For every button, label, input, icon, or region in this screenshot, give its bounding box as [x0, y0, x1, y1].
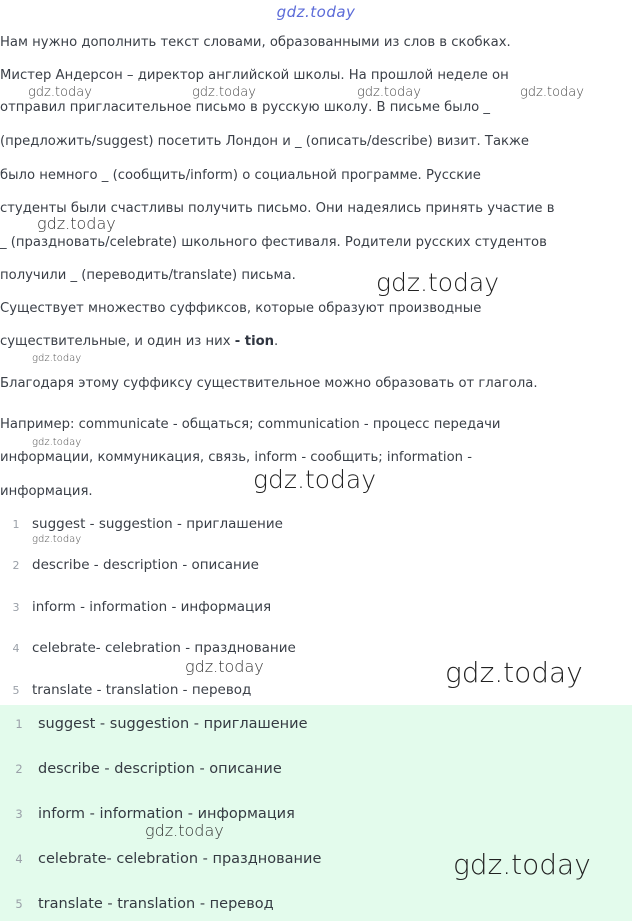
noun-paragraph: [0, 376, 632, 392]
watermark: gdz.today: [37, 214, 116, 233]
story-line: студенты были счастливы получить письмо. Они надеялись принять участие в: [0, 201, 555, 216]
answer-item: [0, 758, 282, 780]
answer-number: 5: [15, 897, 23, 911]
list-item-text: inform - information - информация: [32, 599, 272, 615]
answer-item-text: celebrate- celebration - празднование: [38, 851, 322, 867]
list-item-text: celebrate- celebration - празднование: [32, 640, 296, 656]
answer-number: 3: [15, 807, 23, 821]
answer-number: 4: [15, 852, 23, 866]
answer-item: [0, 893, 274, 915]
story-line: отправил пригласительное письмо в русскую школу. В письме было _: [0, 100, 490, 115]
watermark: gdz.today: [453, 848, 591, 881]
list-item: [0, 680, 251, 700]
watermark: gdz.today: [445, 656, 583, 689]
suffix-bold: - tion: [234, 334, 275, 349]
answer-item-text: describe - description - описание: [38, 761, 282, 777]
answer-number: 1: [15, 717, 23, 731]
watermark: gdz.today: [376, 268, 500, 297]
suffix-line: [0, 334, 278, 350]
story-line: _ (праздновать/celebrate) школьного фестиваля. Родители русских студентов: [0, 235, 547, 250]
suffix-line: Существует множество суффиксов, которые образуют производные: [0, 301, 482, 316]
example-line: информации, коммуникация, связь, inform - сообщить; information -: [0, 450, 472, 465]
list-number: 4: [12, 641, 20, 655]
list-number: 2: [12, 558, 20, 572]
list-item: [0, 555, 259, 575]
answer-item: [0, 803, 295, 825]
answer-item-text: inform - information - информация: [38, 806, 295, 822]
watermark: gdz.today: [185, 657, 264, 676]
answer-number: 2: [15, 762, 23, 776]
list-item-text: translate - translation - перевод: [32, 682, 252, 698]
answer-item-text: suggest - suggestion - приглашение: [38, 716, 308, 732]
example-line: информация.: [0, 484, 93, 499]
story-line: Мистер Андерсон – директор английской школы. На прошлой неделе он: [0, 68, 509, 83]
watermark: gdz.today: [145, 821, 224, 840]
answer-item: [0, 713, 308, 735]
site-title-link[interactable]: gdz.today: [276, 3, 356, 21]
list-number: 1: [12, 517, 20, 531]
example-line: Например: communicate - общаться; communication - процесс передачи: [0, 417, 501, 432]
answer-item-text: translate - translation - перевод: [38, 896, 274, 912]
answer-box: [0, 705, 632, 921]
list-item-text: suggest - suggestion - приглашение: [32, 516, 283, 532]
list-number: 3: [12, 600, 20, 614]
suffix-end: .: [274, 334, 279, 349]
intro-paragraph: [0, 35, 632, 51]
list-item: [0, 597, 271, 617]
watermark: gdz.today: [32, 534, 82, 545]
list-item: [0, 638, 296, 658]
list-item-text: describe - description - описание: [32, 557, 259, 573]
watermark: gdz.today: [32, 437, 82, 448]
suffix-text: существительные, и один из них: [0, 334, 235, 349]
watermark: gdz.today: [520, 85, 584, 100]
watermark: gdz.today: [357, 85, 421, 100]
story-line: было немного _ (сообщить/inform) о социальной программе. Русские: [0, 168, 481, 183]
watermark: gdz.today: [253, 465, 377, 494]
list-number: 5: [12, 683, 20, 697]
answer-item: [0, 848, 321, 870]
list-item: [0, 514, 283, 534]
watermark: gdz.today: [28, 85, 92, 100]
watermark: gdz.today: [192, 85, 256, 100]
watermark: gdz.today: [32, 353, 82, 364]
noun-text: Благодаря этому суффиксу существительное можно образовать от глагола.: [0, 376, 538, 391]
story-line: получили _ (переводить/translate) письма.: [0, 268, 296, 283]
story-line: (предложить/suggest) посетить Лондон и _ (описать/describe) визит. Также: [0, 134, 530, 149]
intro-text: Нам нужно дополнить текст словами, образованными из слов в скобках.: [0, 35, 511, 50]
